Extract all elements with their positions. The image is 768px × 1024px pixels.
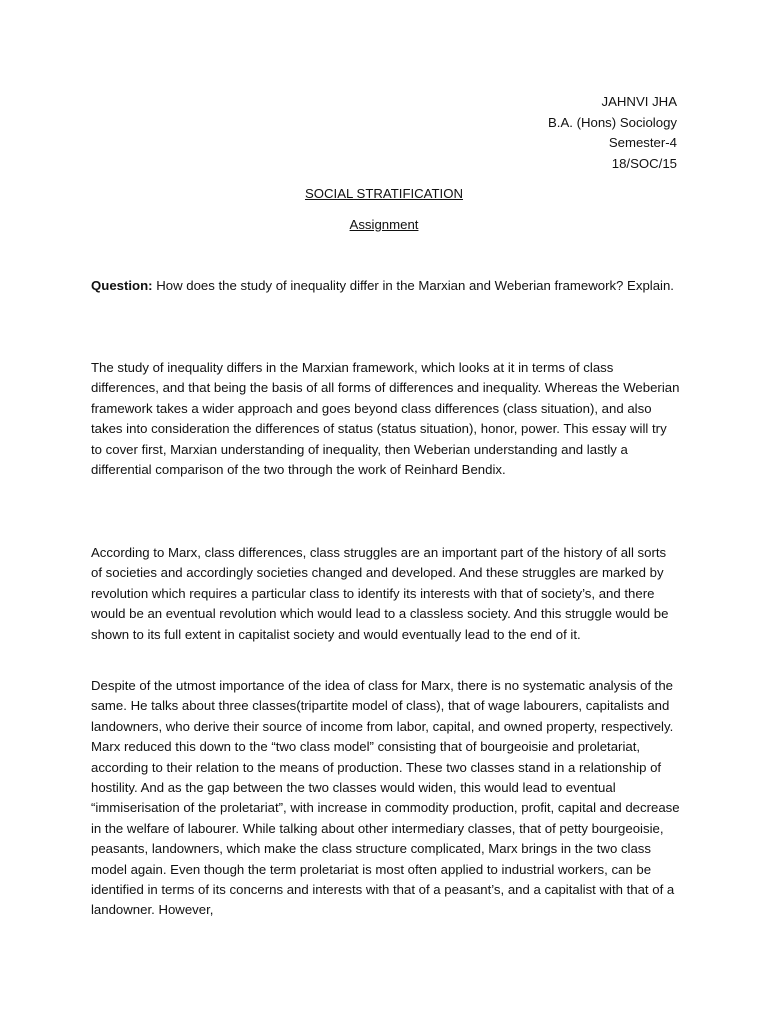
- author-header: [548, 92, 677, 174]
- paragraph: According to Marx, class differences, class struggles are an important part of the history of all sorts of societies and accordingly societies changed and developed. And these struggles are marked by revolution which requires a particular class to identify its interests with that of society’s, and there would be an eventual revolution which would lead to a classless society. And this struggle would be shown to its full extent in capitalist society and would eventually lead to the end of it.: [91, 545, 669, 642]
- paragraph: The study of inequality differs in the Marxian framework, which looks at it in terms of class differences, and that being the basis of all forms of differences and inequality. Whereas the Weberian framework takes a wider approach and goes beyond class differences (class situation), and also takes into consideration the differences of status (status situation), honor, power. This essay will try to cover first, Marxian understanding of inequality, then Weberian understanding and lastly a differential comparison of the two through the work of Reinhard Bendix.: [91, 360, 680, 478]
- course-name: B.A. (Hons) Sociology: [548, 114, 677, 130]
- question-text: How does the study of inequality differ in the Marxian and Weberian framework? Explain.: [152, 278, 674, 293]
- paragraph: Despite of the utmost importance of the idea of class for Marx, there is no systematic analysis of the same. He talks about three classes(tripartite model of class), that of wage labourers, capitalists and landowners, who derive their source of income from labor, capital, and owned property, respectively. Marx reduced this down to the “two class model” consisting that of bourgeoisie and proletariat, according to their relation to the means of production. These two classes stand in a relationship of hostility. And as the gap between the two classes would widen, this would lead to eventual “immiserisation of the proletariat”, with increase in commodity production, profit, capital and decrease in the welfare of labourer. While talking about other intermediary classes, that of petty bourgeoisie, peasants, landowners, which make the class structure complicated, Marx brings in the two class model again. Even though the term proletariat is most often applied to industrial workers, can be identified in terms of its concerns and interests with that of a peasant’s, and a capitalist with that of a landowner. However,: [91, 678, 680, 918]
- document-subtitle: Assignment: [349, 217, 419, 232]
- paragraph-intro: [91, 358, 680, 480]
- document-title: SOCIAL STRATIFICATION: [304, 186, 464, 201]
- roll-number: 18/SOC/15: [611, 155, 677, 171]
- question: [91, 276, 680, 296]
- question-label: Question:: [91, 278, 153, 293]
- semester: Semester-4: [608, 135, 677, 151]
- paragraph-marx-class-model: [91, 676, 680, 921]
- author-name: JAHNVI JHA: [601, 94, 677, 109]
- paragraph-marx-class-struggle: [91, 543, 680, 645]
